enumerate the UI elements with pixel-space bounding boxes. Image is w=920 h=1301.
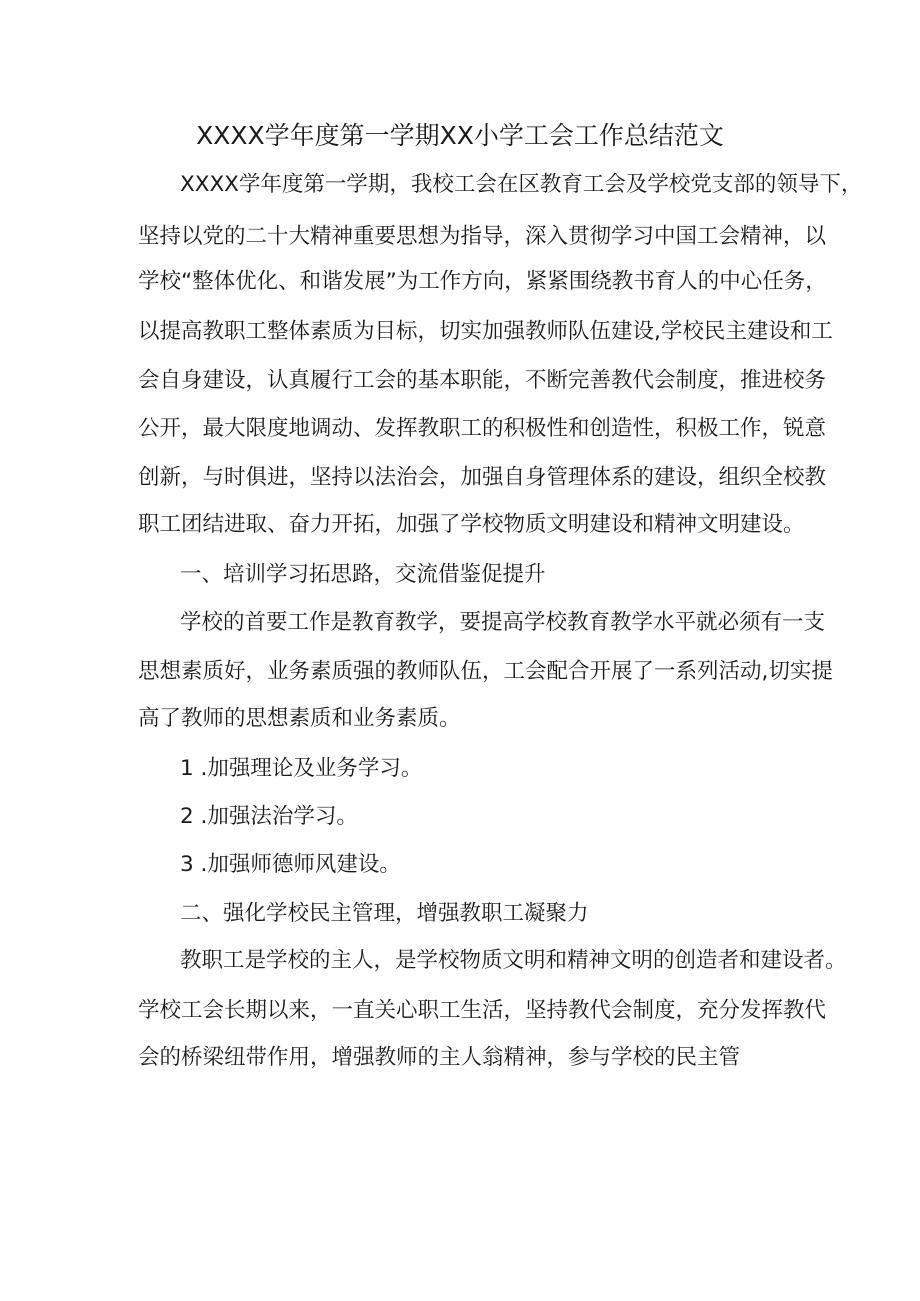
intro-line: 坚持以党的二十大精神重要思想为指导，深入贯彻学习中国工会精神，以 — [138, 224, 827, 249]
document-title: XXXX学年度第一学期XX小学工会工作总结范文 — [196, 121, 724, 150]
intro-line: XXXX学年度第一学期，我校工会在区教育工会及学校党支部的领导下， — [180, 172, 863, 197]
list-item: 1 .加强理论及业务学习。 — [180, 756, 423, 781]
intro-line: 职工团结进取、奋力开拓，加强了学校物质文明建设和精神文明建设。 — [138, 512, 805, 537]
list-item: 2 .加强法治学习。 — [180, 804, 358, 829]
list-item: 3 .加强师德师风建设。 — [180, 852, 401, 877]
intro-line: 创新，与时俱进，坚持以法治会，加强自身管理体系的建设，组织全校教 — [138, 465, 827, 490]
intro-line: 会自身建设，认真履行工会的基本职能，不断完善教代会制度，推进校务 — [138, 368, 827, 393]
section-heading: 一、培训学习拓思路，交流借鉴促提升 — [180, 562, 546, 587]
section2-line: 学校工会长期以来，一直关心职工生活，坚持教代会制度，充分发挥教代 — [138, 998, 827, 1023]
section1-line: 高了教师的思想素质和业务素质。 — [138, 706, 461, 731]
intro-line: 学校“整体优化、和谐发展”为工作方向，紧紧围绕教书育人的中心任务， — [138, 269, 827, 294]
section-heading: 二、强化学校民主管理，增强教职工凝聚力 — [180, 901, 589, 926]
section2-line: 教职工是学校的主人，是学校物质文明和精神文明的创造者和建设者。 — [180, 948, 847, 973]
intro-line: 公开，最大限度地调动、发挥教职工的积极性和创造性，积极工作，锐意 — [138, 416, 827, 441]
section2-line: 会的桥梁纽带作用，增强教师的主人翁精神，参与学校的民主管 — [138, 1045, 741, 1070]
section1-line: 学校的首要工作是教育教学，要提高学校教育教学水平就必须有一支 — [180, 610, 826, 635]
section1-line: 思想素质好，业务素质强的教师队伍，工会配合开展了一系列活动,切实提 — [138, 659, 833, 684]
intro-line: 以提高教职工整体素质为目标，切实加强教师队伍建设,学校民主建设和工 — [138, 319, 833, 344]
